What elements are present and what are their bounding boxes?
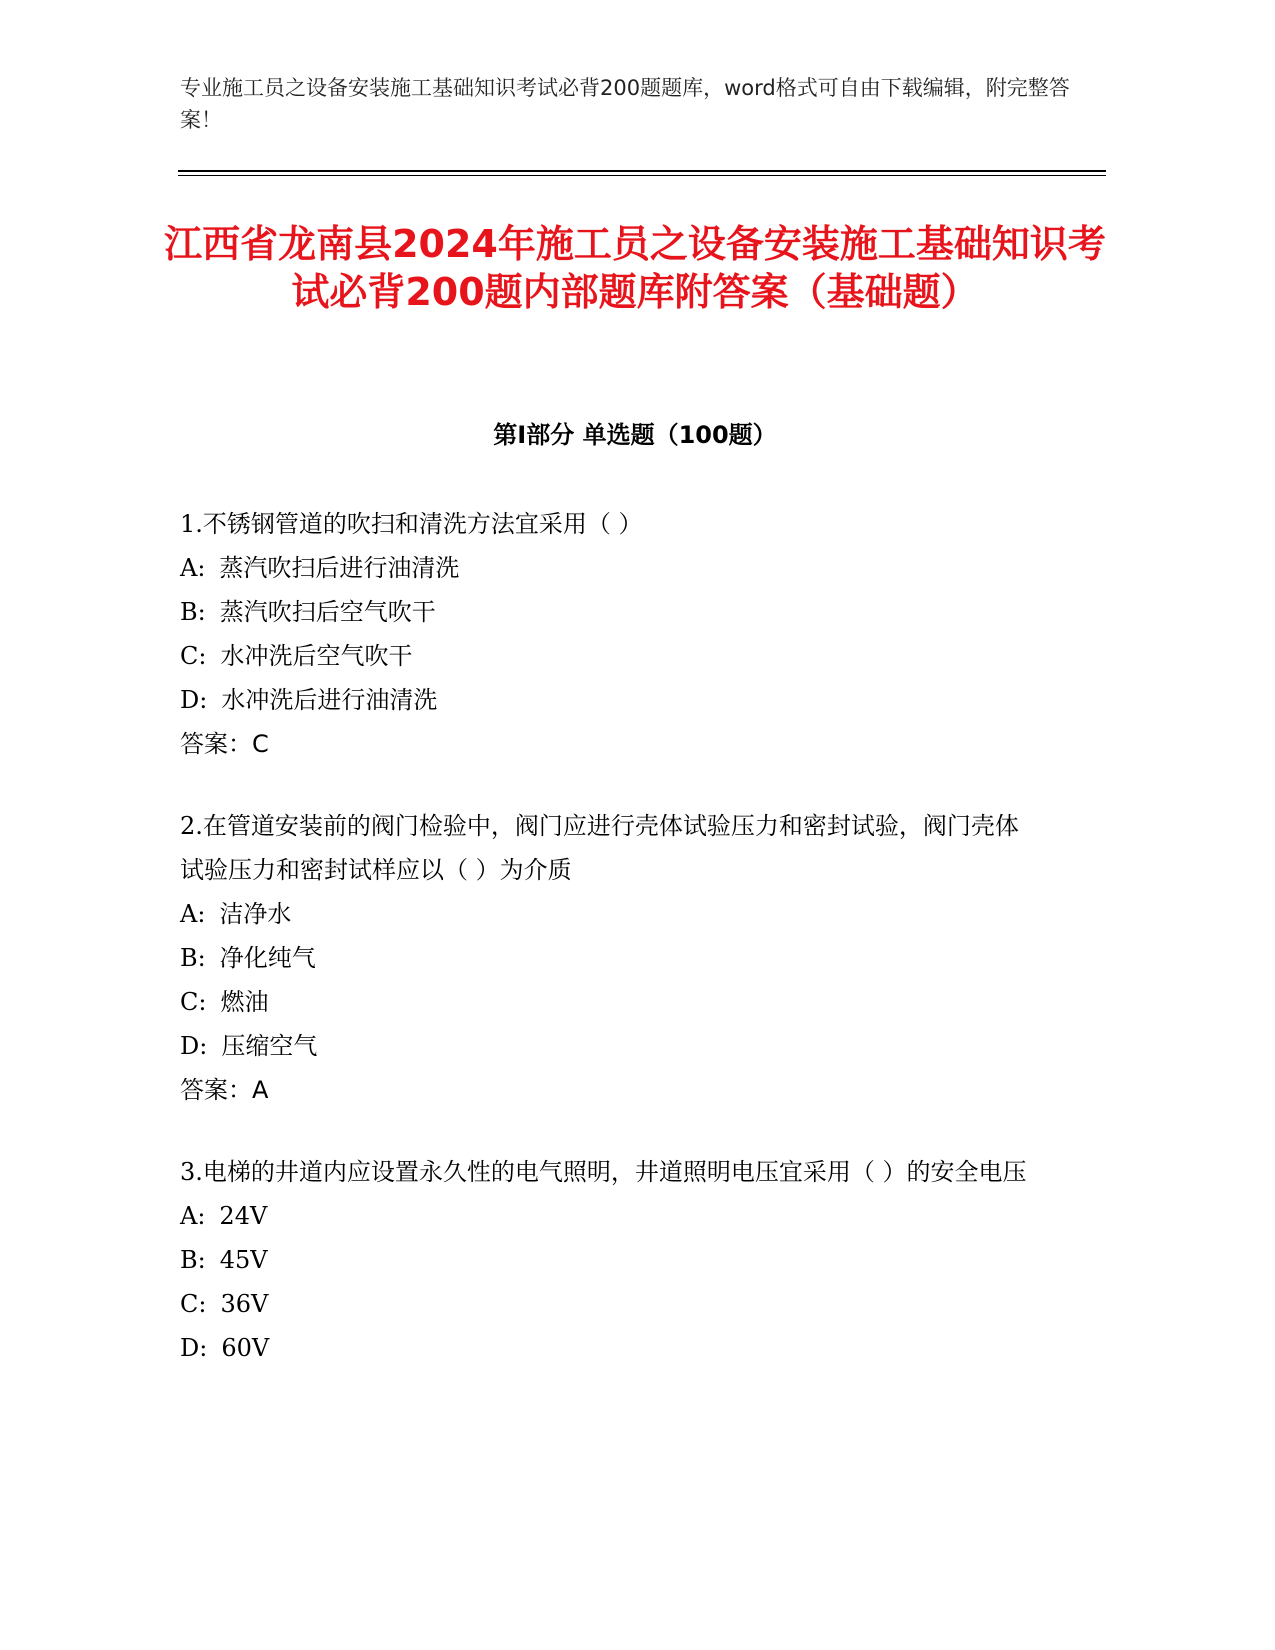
question-list <box>180 502 1040 1408</box>
question-3 <box>180 1150 1040 1370</box>
option-b <box>180 590 1040 634</box>
option-c <box>180 634 1040 678</box>
option-text: 36V <box>220 1290 269 1318</box>
option-text: 洁净水 <box>219 900 292 928</box>
option-text: 压缩空气 <box>221 1032 318 1060</box>
option-label: D: <box>180 1334 208 1362</box>
option-c <box>180 980 1040 1024</box>
option-text: 24V <box>219 1202 268 1230</box>
option-label: D: <box>180 686 208 714</box>
question-2 <box>180 804 1040 1112</box>
option-text: 蒸汽吹扫后空气吹干 <box>219 598 436 626</box>
option-label: A: <box>180 900 206 928</box>
option-label: D: <box>180 1032 208 1060</box>
question-1 <box>180 502 1040 766</box>
question-stem: 3.电梯的井道内应设置永久性的电气照明，井道照明电压宜采用（ ）的安全电压 <box>180 1158 1027 1186</box>
option-a <box>180 546 1040 590</box>
option-text: 蒸汽吹扫后进行油清洗 <box>219 554 460 582</box>
document-title: 江西省龙南县2024年施工员之设备安装施工基础知识考试必背200题内部题库附答案（基础题） <box>164 222 1106 314</box>
section-title: 第I部分 单选题（100题） <box>493 421 777 449</box>
question-stem: 1.不锈钢管道的吹扫和清洗方法宜采用（ ） <box>180 510 643 538</box>
option-a <box>180 892 1040 936</box>
option-label: A: <box>180 554 206 582</box>
option-label: C: <box>180 1290 207 1318</box>
option-d <box>180 1326 1040 1370</box>
option-text: 水冲洗后空气吹干 <box>220 642 413 670</box>
answer: 答案：C <box>180 730 269 758</box>
question-stem: 2.在管道安装前的阀门检验中，阀门应进行壳体试验压力和密封试验，阀门壳体试验压力和密封试样应以（ ）为介质 <box>180 812 1019 884</box>
option-label: B: <box>180 598 206 626</box>
option-text: 60V <box>221 1334 270 1362</box>
header-note: 专业施工员之设备安装施工基础知识考试必背200题题库，word格式可自由下载编辑，附完整答案！ <box>180 76 1070 132</box>
option-b <box>180 1238 1040 1282</box>
answer: 答案：A <box>180 1076 269 1104</box>
option-label: C: <box>180 988 207 1016</box>
option-d <box>180 1024 1040 1068</box>
option-d <box>180 678 1040 722</box>
option-a <box>180 1194 1040 1238</box>
option-text: 燃油 <box>220 988 269 1016</box>
option-text: 水冲洗后进行油清洗 <box>221 686 438 714</box>
header-divider <box>178 170 1106 172</box>
option-label: A: <box>180 1202 206 1230</box>
option-c <box>180 1282 1040 1326</box>
option-text: 45V <box>219 1246 268 1274</box>
option-label: B: <box>180 944 206 972</box>
option-b <box>180 936 1040 980</box>
header-divider-thin <box>178 175 1106 176</box>
option-label: C: <box>180 642 207 670</box>
option-text: 净化纯气 <box>219 944 316 972</box>
option-label: B: <box>180 1246 206 1274</box>
